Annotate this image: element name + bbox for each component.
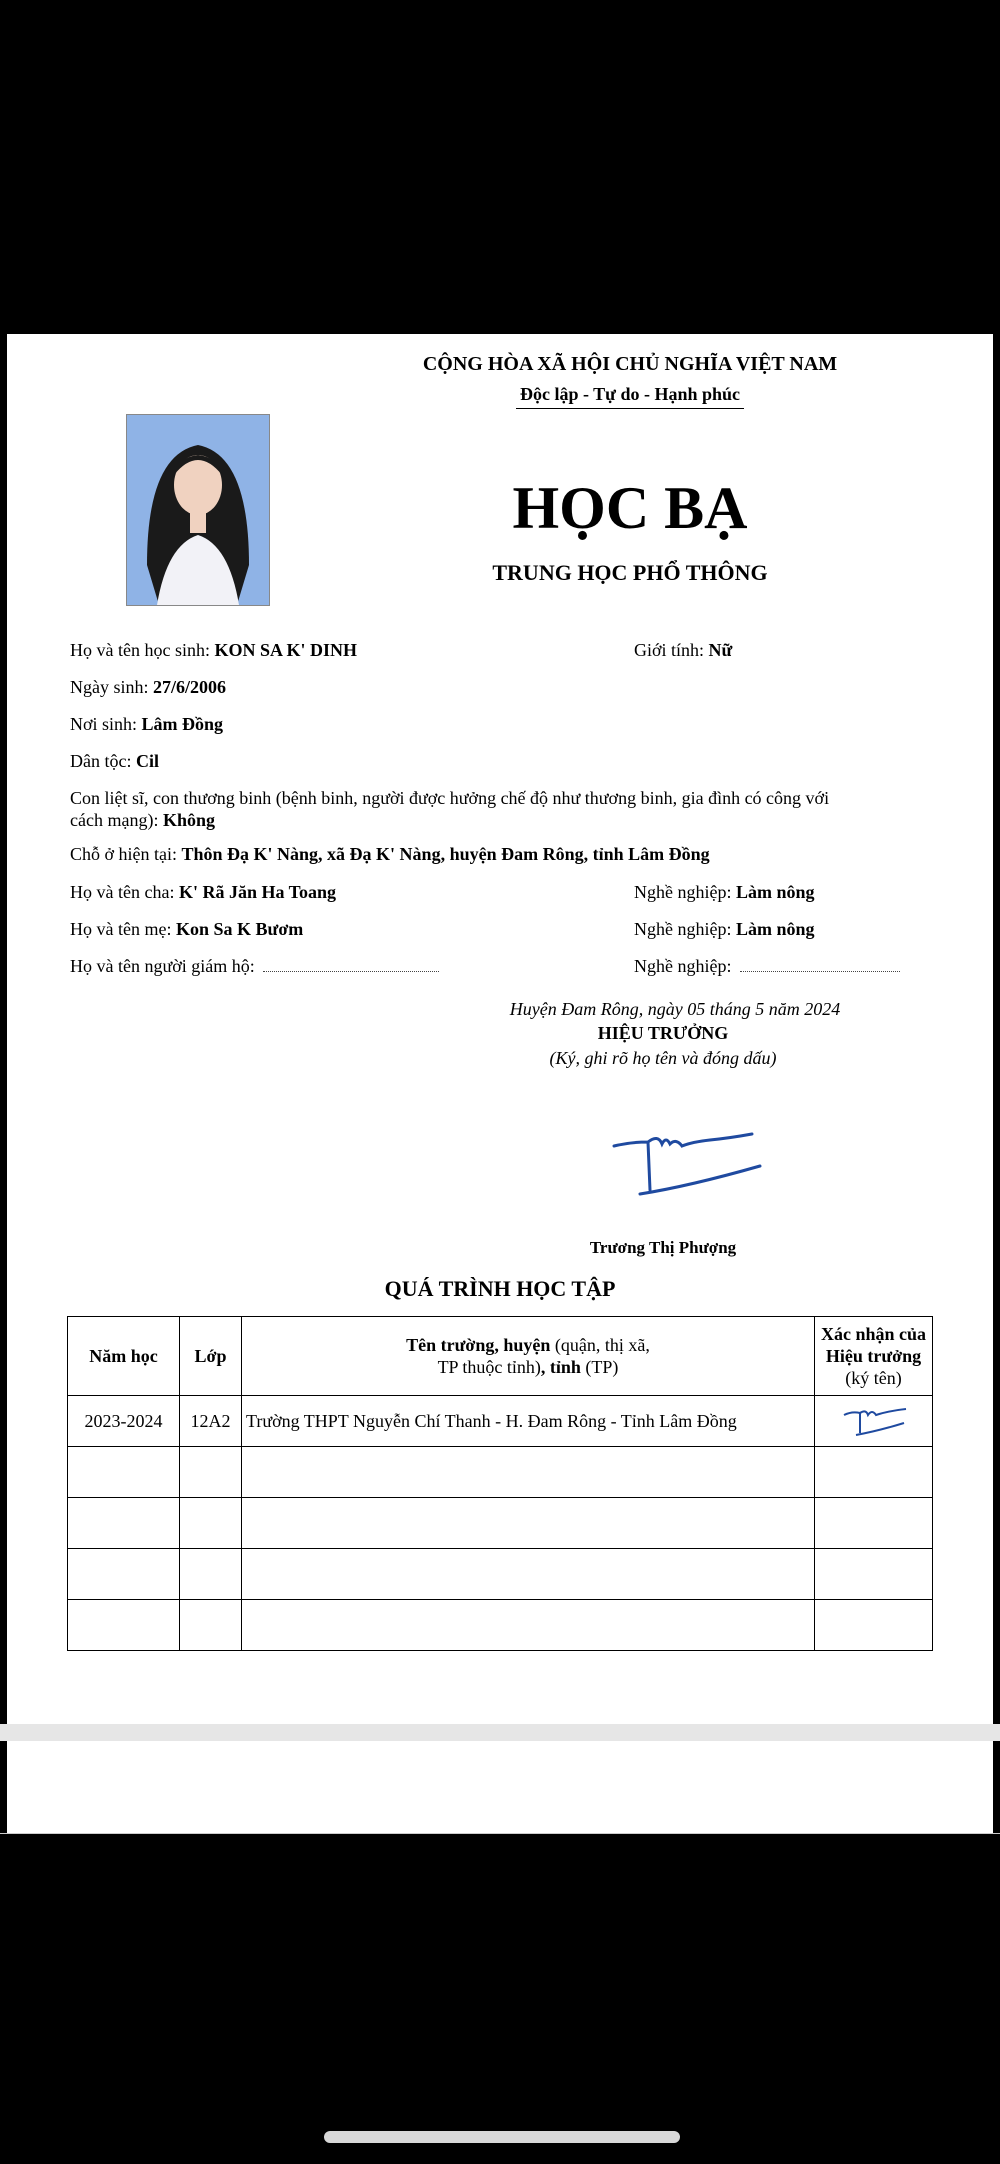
study-history-table — [67, 1316, 933, 1651]
address: Thôn Đạ K' Nàng, xã Đạ K' Nàng, huyện Đam Rông, tỉnh Lâm Đồng — [181, 844, 710, 864]
principal-role: HIỆU TRƯỞNG — [597, 1023, 729, 1043]
father-name: K' Rã Jăn Ha Toang — [178, 882, 337, 902]
cell-confirm — [815, 1396, 933, 1447]
table-row — [68, 1396, 933, 1447]
header-regular: (ký tên) — [845, 1368, 902, 1388]
label: Dân tộc: — [70, 751, 132, 771]
father-job: Làm nông — [735, 882, 815, 902]
col-class: Lớp — [180, 1317, 242, 1396]
guardian-job-row — [634, 956, 900, 977]
father-job-row — [634, 882, 815, 903]
guardian-row — [70, 956, 439, 977]
mother-job-row — [634, 919, 815, 940]
guardian-job-blank — [740, 957, 900, 972]
section-title: QUÁ TRÌNH HỌC TẬP — [384, 1276, 616, 1301]
document-subtitle: TRUNG HỌC PHỔ THÔNG — [492, 560, 768, 585]
student-name: KON SA K' DINH — [214, 640, 358, 660]
col-year: Năm học — [68, 1317, 180, 1396]
cell-class: 12A2 — [180, 1396, 242, 1447]
cell-year: 2023-2024 — [68, 1396, 180, 1447]
dob-row — [70, 677, 226, 698]
document-title: HỌC BẠ — [512, 475, 748, 541]
header-bold: , tỉnh — [540, 1357, 581, 1377]
birthplace-row — [70, 714, 223, 735]
ethnicity-row — [70, 751, 159, 772]
signature-instruction: (Ký, ghi rõ họ tên và đóng dấu) — [549, 1048, 777, 1068]
label: cách mạng): — [70, 810, 159, 830]
republic-heading: CỘNG HÒA XÃ HỘI CHỦ NGHĨA VIỆT NAM — [422, 353, 838, 375]
label: Con liệt sĩ, con thương binh (bệnh binh, người được hưởng chế độ như thương binh, gia đình có công với — [70, 788, 830, 808]
mother-row — [70, 919, 303, 940]
gender-row — [634, 640, 732, 661]
page-gap — [0, 1724, 1000, 1741]
mother-name: Kon Sa K Bươm — [175, 919, 304, 939]
page-edge — [0, 1833, 1000, 1834]
mother-job: Làm nông — [735, 919, 815, 939]
confirm-signature-icon — [838, 1401, 910, 1437]
motto — [0, 384, 1000, 405]
principal-signature-icon — [600, 1120, 770, 1205]
header-regular: (quận, thị xã, — [550, 1335, 650, 1355]
birthplace: Lâm Đồng — [141, 714, 224, 734]
col-school — [242, 1317, 815, 1396]
label: Họ và tên cha: — [70, 882, 175, 902]
table-row — [68, 1549, 933, 1600]
label: Họ và tên học sinh: — [70, 640, 210, 660]
student-name-row — [70, 640, 357, 661]
policy-row — [70, 787, 829, 831]
label: Nghề nghiệp: — [634, 919, 732, 939]
label: Nghề nghiệp: — [634, 956, 732, 976]
policy-status: Không — [162, 810, 215, 830]
address-row — [70, 844, 710, 865]
col-confirm — [815, 1317, 933, 1396]
label: Chỗ ở hiện tại: — [70, 844, 178, 864]
header-bold: Xác nhận của Hiệu trưởng — [820, 1324, 927, 1366]
ethnicity: Cil — [135, 751, 159, 771]
motto-text: Độc lập - Tự do - Hạnh phúc — [516, 384, 744, 409]
home-indicator[interactable] — [324, 2131, 680, 2143]
dob: 27/6/2006 — [153, 677, 227, 697]
father-row — [70, 882, 336, 903]
table-row — [68, 1600, 933, 1651]
next-document-page — [7, 1741, 993, 1833]
label: Họ và tên người giám hộ: — [70, 956, 255, 976]
header-regular: TP thuộc tỉnh) — [437, 1357, 541, 1377]
label: Họ và tên mẹ: — [70, 919, 172, 939]
label: Nơi sinh: — [70, 714, 138, 734]
principal-name: Trương Thị Phượng — [589, 1238, 737, 1257]
cell-school: Trường THPT Nguyễn Chí Thanh - H. Đam Rông - Tỉnh Lâm Đồng — [242, 1396, 815, 1447]
label: Giới tính: — [634, 640, 705, 660]
guardian-blank — [263, 957, 439, 972]
header-regular: (TP) — [580, 1357, 619, 1377]
place-date: Huyện Đam Rông, ngày 05 tháng 5 năm 2024 — [509, 999, 841, 1019]
table-row — [68, 1498, 933, 1549]
label: Ngày sinh: — [70, 677, 149, 697]
header-bold: Tên trường, huyện — [406, 1335, 551, 1355]
table-row — [68, 1447, 933, 1498]
gender: Nữ — [708, 640, 733, 660]
label: Nghề nghiệp: — [634, 882, 732, 902]
